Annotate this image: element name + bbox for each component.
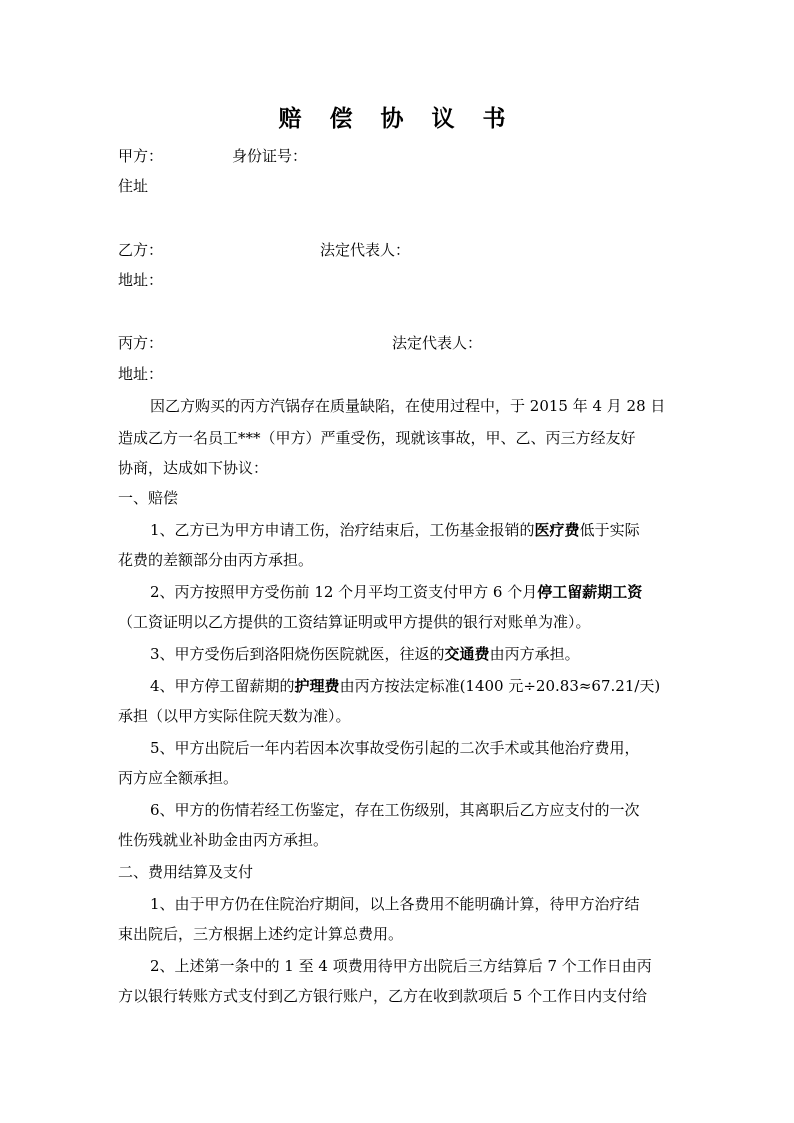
section-1-item-3-line-1: 3、甲方受伤后到洛阳烧伤医院就医，往返的交通费由丙方承担。 <box>150 645 580 663</box>
party-b-rep-label: 法定代表人： <box>320 241 411 259</box>
section-2-heading: 二、费用结算及支付 <box>118 863 254 881</box>
party-a-label: 甲方： <box>118 147 164 165</box>
section-1-item-1-line-1: 1、乙方已为甲方申请工伤，治疗结束后，工伤基金报销的医疗费低于实际 <box>150 521 640 539</box>
party-a-id-label: 身份证号： <box>232 147 308 165</box>
intro-line-2: 造成乙方一名员工***（甲方）严重受伤，现就该事故，甲、乙、丙三方经友好 <box>118 429 636 447</box>
section-2-item-1-line-1: 1、由于甲方仍在住院治疗期间，以上各费用不能明确计算，待甲方治疗结 <box>150 895 640 913</box>
section-1-item-1-line-2: 花费的差额部分由丙方承担。 <box>118 551 314 569</box>
section-2-item-1-line-2: 束出院后，三方根据上述约定计算总费用。 <box>118 925 404 943</box>
section-1-item-4-line-1: 4、甲方停工留薪期的护理费由丙方按法定标准(1400 元÷20.83≈67.21/天) <box>150 677 661 695</box>
section-1-item-6-line-1: 6、甲方的伤情若经工伤鉴定，存在工伤级别，其离职后乙方应支付的一次 <box>150 801 640 819</box>
section-1-item-5-line-2: 丙方应全额承担。 <box>118 769 239 787</box>
party-b-label: 乙方： <box>118 241 164 259</box>
section-2-item-2-line-1: 2、上述第一条中的 1 至 4 项费用待甲方出院后三方结算后 7 个工作日由丙 <box>150 957 652 975</box>
section-1-item-4-line-2: 承担（以甲方实际住院天数为准）。 <box>118 707 351 725</box>
document-title: 赔 偿 协 议 书 <box>278 105 516 132</box>
party-c-address-label: 地址： <box>118 365 164 383</box>
section-1-item-6-line-2: 性伤残就业补助金由丙方承担。 <box>118 831 329 849</box>
section-1-item-2-line-2: （工资证明以乙方提供的工资结算证明或甲方提供的银行对账单为准）。 <box>118 613 591 631</box>
party-a-address-label: 住址 <box>118 177 149 195</box>
section-1-item-5-line-1: 5、甲方出院后一年内若因本次事故受伤引起的二次手术或其他治疗费用， <box>150 739 640 757</box>
party-c-rep-label: 法定代表人： <box>392 334 483 352</box>
section-2-item-2-line-2: 方以银行转账方式支付到乙方银行账户，乙方在收到款项后 5 个工作日内支付给 <box>118 987 648 1005</box>
section-1-item-2-line-1: 2、丙方按照甲方受伤前 12 个月平均工资支付甲方 6 个月停工留薪期工资 <box>150 583 643 601</box>
party-c-label: 丙方： <box>118 334 164 352</box>
intro-line-1: 因乙方购买的丙方汽锅存在质量缺陷，在使用过程中，于 2015 年 4 月 28 日 <box>150 397 666 415</box>
intro-line-3: 协商，达成如下协议： <box>118 459 269 477</box>
section-1-heading: 一、赔偿 <box>118 489 179 507</box>
party-b-address-label: 地址： <box>118 271 164 289</box>
